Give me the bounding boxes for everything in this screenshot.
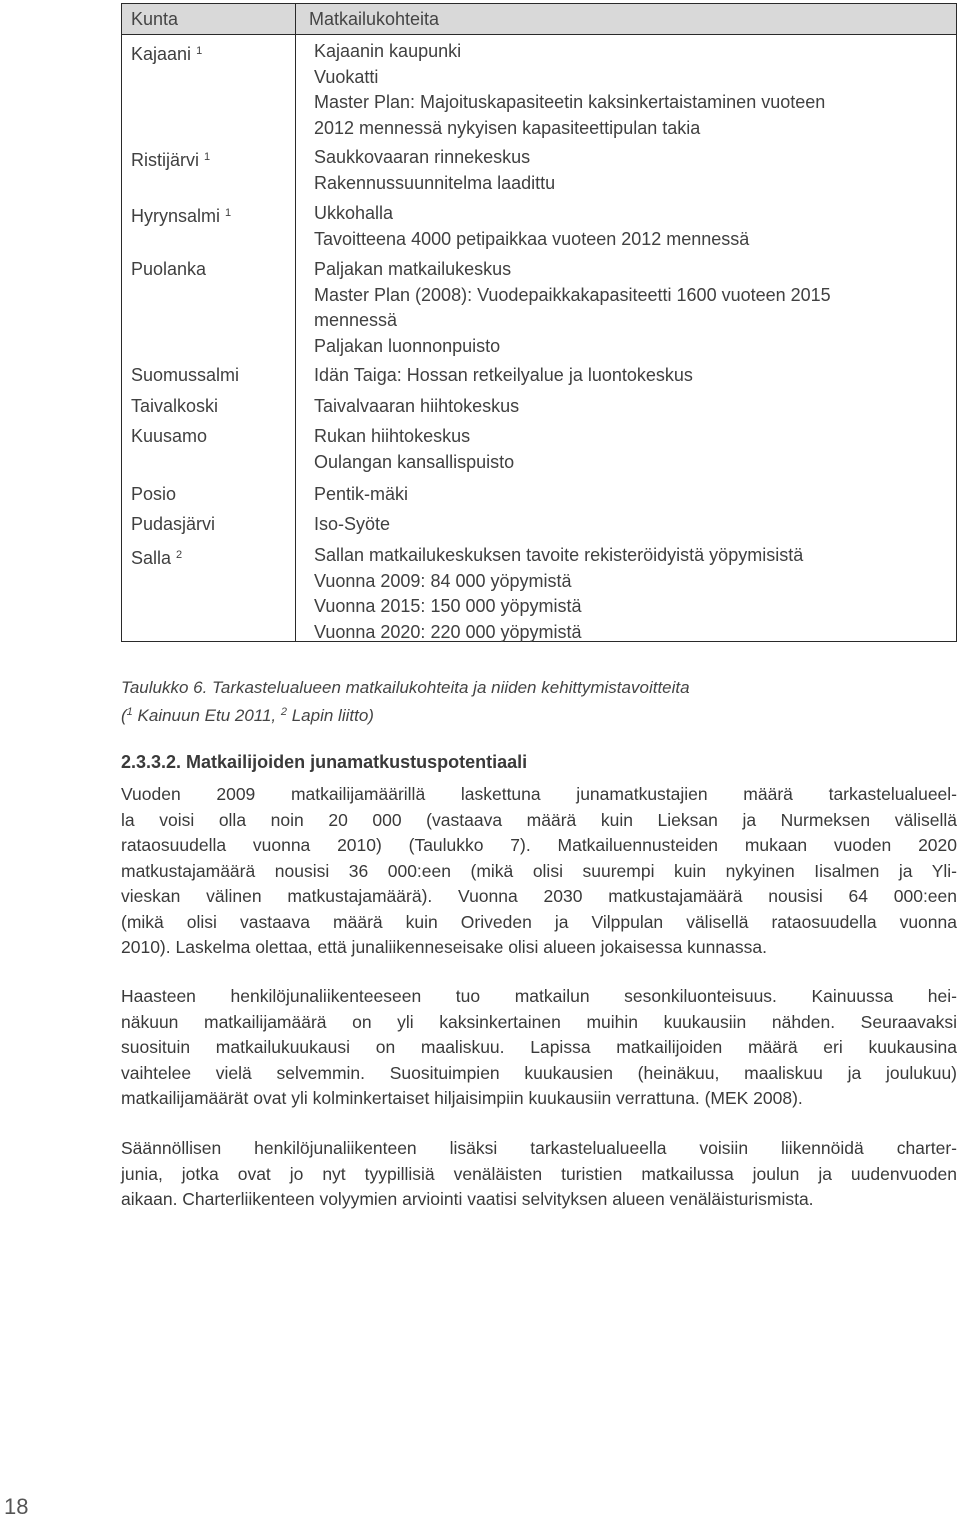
paragraph-line: vieskan välinen matkustajamäärä). Vuonna 2030 matkustajamäärä nousisi 64 000:een (121, 886, 957, 906)
caption-line1: Taulukko 6. Tarkastelualueen matkailukohteita ja niiden kehittymistavoitteita (121, 678, 690, 697)
kunta-cell (122, 201, 300, 252)
caption-line2: ($^1$ Kainuun Etu 2011, $^2$ Lapin liitto) (121, 706, 374, 725)
header-matkailukohteita: Matkailukohteita (309, 8, 440, 29)
paragraph-line: (mikä olisi vastaava määrä kuin Oriveden ja Vilppulan välisellä rataosuudella vuonna (121, 911, 957, 932)
matkailukohteita-cell (300, 424, 956, 475)
kunta-name: Kuusamo (131, 426, 208, 446)
paragraph-1 (121, 782, 957, 961)
footnote-marker: 1 (196, 45, 203, 57)
kunta-name: Kajaani (131, 44, 192, 64)
footnote-marker: 1 (225, 207, 232, 219)
cell-line: Rakennussuunnitelma laadittu (314, 172, 556, 193)
matkailukohteita-cell (300, 543, 956, 645)
paragraph-line: Vuoden 2009 matkailijamäärillä laskettuna junamatkustajien määrä tarkastelualueel- (121, 784, 957, 804)
cell-line: Pentik-mäki (314, 484, 409, 504)
table-row (122, 145, 956, 196)
table-row (122, 512, 956, 538)
cell-line: Master Plan: Majoituskapasiteetin kaksinkertaistaminen vuoteen (314, 92, 826, 112)
cell-line: Idän Taiga: Hossan retkeilyalue ja luontokeskus (314, 365, 693, 385)
cell-line: Kajaanin kaupunki (314, 41, 462, 61)
footnote-marker: 1 (204, 151, 211, 163)
kunta-cell (122, 512, 300, 538)
table-row (122, 482, 956, 508)
table-row (122, 39, 956, 141)
cell-line: Vuonna 2020: 220 000 yöpymistä (314, 621, 582, 642)
cell-line: Rukan hiihtokeskus (314, 426, 471, 446)
table-row (122, 363, 956, 389)
matkailukohteita-cell (300, 363, 956, 389)
matkailukohteita-cell (300, 394, 956, 420)
paragraph-line: matkustajamäärä nousisi 36 000:een (mikä olisi suurempi kuin nykyinen Iisalmen ja Yli- (121, 860, 957, 881)
paragraph-line: junia, jotka ovat jo nyt tyypillisiä venäläisten turistien matkailussa joulun ja uudenvuoden (121, 1163, 957, 1184)
table-header (122, 4, 956, 35)
paragraph-line: 2010). Laskelma olettaa, että junaliikenneseisake olisi alueen jokaisessa kunnassa. (121, 937, 767, 957)
matkailukohteita-cell (300, 482, 956, 508)
table-row (122, 424, 956, 475)
cell-line: Tavoitteena 4000 petipaikkaa vuoteen 2012 mennessä (314, 228, 750, 249)
kunta-cell (122, 424, 300, 475)
tourism-table (121, 3, 957, 642)
header-kunta: Kunta (131, 8, 179, 29)
kunta-name: Suomussalmi (131, 365, 240, 385)
matkailukohteita-cell (300, 257, 956, 359)
matkailukohteita-cell (300, 39, 956, 141)
cell-line: 2012 mennessä nykyisen kapasiteettipulan takia (314, 117, 701, 138)
kunta-name: Posio (131, 484, 177, 504)
cell-line: Master Plan (2008): Vuodepaikkakapasiteetti 1600 vuoteen 2015 (314, 284, 831, 305)
paragraph-line: la voisi olla noin 20 000 (vastaava määrä kuin Lieksan ja Nurmeksen välisellä (121, 809, 957, 830)
table-row (122, 543, 956, 645)
kunta-cell (122, 394, 300, 420)
paragraph-line: Haasteen henkilöjunaliikenteeseen tuo matkailun sesonkiluonteisuus. Kainuussa hei- (121, 986, 957, 1006)
section-heading: 2.3.3.2. Matkailijoiden junamatkustuspotentiaali (121, 752, 528, 772)
paragraph-3 (121, 1136, 957, 1213)
table-row (122, 257, 956, 359)
kunta-name: Taivalkoski (131, 396, 219, 416)
kunta-cell (122, 145, 300, 196)
paragraph-line: aikaan. Charterliikenteen volyymien arviointi vaatisi selvityksen alueen venäläisturismista. (121, 1189, 814, 1209)
cell-line: Paljakan matkailukeskus (314, 259, 512, 279)
paragraph-line: suosituin matkailukuukausi on maaliskuu. Lapissa matkailijoiden määrä eri kuukausina (121, 1037, 957, 1057)
footnote-marker: 2 (176, 549, 183, 561)
cell-line: Paljakan luonnonpuisto (314, 335, 501, 356)
table-row (122, 394, 956, 420)
kunta-cell (122, 39, 300, 141)
paragraph-line: rataosuudella vuonna 2010) (Taulukko 7). Matkailuennusteiden mukaan vuoden 2020 (121, 835, 957, 855)
cell-line: Oulangan kansallispuisto (314, 451, 515, 472)
kunta-cell (122, 543, 300, 645)
kunta-name: Hyrynsalmi (131, 206, 221, 226)
cell-line: Ukkohalla (314, 203, 394, 223)
kunta-name: Pudasjärvi (131, 514, 216, 534)
matkailukohteita-cell (300, 145, 956, 196)
matkailukohteita-cell (300, 201, 956, 252)
kunta-name: Ristijärvi (131, 150, 200, 170)
cell-line: Vuonna 2009: 84 000 yöpymistä (314, 570, 572, 591)
table-caption (121, 676, 690, 728)
kunta-cell (122, 482, 300, 508)
cell-line: Saukkovaaran rinnekeskus (314, 147, 531, 167)
kunta-name: Puolanka (131, 259, 207, 279)
paragraph-line: Säännöllisen henkilöjunaliikenteen lisäksi tarkastelualueella voisiin liikennöidä charter- (121, 1138, 957, 1158)
paragraph-line: vaihtelee vielä selvemmin. Suosituimpien kuukausien (heinäkuu, maaliskuu ja joulukuu) (121, 1062, 957, 1083)
cell-line: Taivalvaaran hiihtokeskus (314, 396, 520, 416)
paragraph-line: näkuun matkailijamäärä on yli kaksinkertainen muihin kuukausiin nähden. Seuraavaksi (121, 1011, 957, 1032)
kunta-cell (122, 363, 300, 389)
table-row (122, 201, 956, 252)
kunta-cell (122, 257, 300, 359)
matkailukohteita-cell (300, 512, 956, 538)
cell-line: Vuonna 2015: 150 000 yöpymistä (314, 596, 582, 616)
page-number: 18 (4, 1494, 29, 1519)
cell-line: Vuokatti (314, 66, 379, 87)
paragraph-2 (121, 984, 957, 1112)
cell-line: mennessä (314, 310, 398, 330)
paragraph-line: matkailijamäärät ovat yli kolminkertaiset hiljaisimpiin kuukausiin verrattuna. (MEK 2008). (121, 1088, 803, 1108)
cell-line: Sallan matkailukeskuksen tavoite rekisteröidyistä yöpymisistä (314, 545, 804, 565)
kunta-name: Salla (131, 548, 172, 568)
cell-line: Iso-Syöte (314, 514, 391, 534)
